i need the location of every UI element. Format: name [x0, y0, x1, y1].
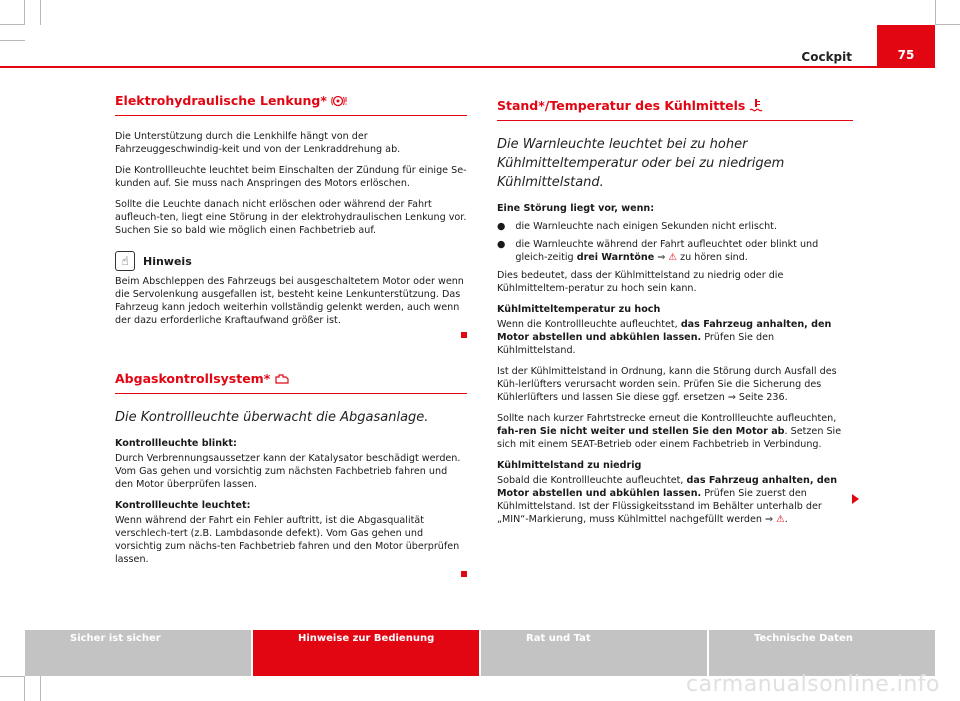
crop-mark	[0, 24, 25, 25]
crop-mark	[24, 676, 25, 701]
engine-icon	[274, 373, 290, 385]
watermark: carmanualsonline.info	[686, 672, 940, 697]
section-end-marker	[461, 332, 467, 338]
subheading: Kühlmittelstand zu niedrig	[497, 460, 642, 471]
paragraph: Wenn während der Fahrt ein Fehler auftritt, ist die Abgasqualität verschlech-tert (z.B. Lambdasonde defekt). Vom Gas gehen und vorsichtig zum nächs-ten Fachbetrieb fahren und den Motor überprüfen lassen.	[115, 515, 460, 565]
note-header	[115, 251, 467, 271]
section-title-emission: Abgaskontrollsystem*	[115, 372, 467, 394]
paragraph: Ist der Kühlmittelstand in Ordnung, kann die Störung durch Ausfall des Küh-lerlüfters verursacht worden sein. Prüfen Sie die Sicherung des Kühlerlüfters und lassen Sie diese ggf. ersetzen ⇒ Seite 236.	[497, 366, 837, 403]
crop-mark	[0, 676, 25, 677]
paragraph: Durch Verbrennungsaussetzer kann der Katalysator beschädigt werden. Vom Gas gehen und vorsichtig zum nächsten Fachbetrieb fahren und den Motor überprüfen lassen.	[115, 453, 461, 490]
paragraph: Sollte die Leuchte danach nicht erlöschen oder während der Fahrt aufleuch-ten, liegt eine Störung in der elektrohydraulischen Lenkung vor. Suchen Sie so bald wie möglich einen Fachbetrieb auf.	[115, 199, 467, 236]
footer-tab-technical[interactable]: Technische Daten	[709, 630, 935, 676]
footer-tab-safety[interactable]: Sicher ist sicher	[25, 630, 251, 676]
list-item: ● die Warnleuchte während der Fahrt aufleuchtet oder blinkt und gleich-zeitig drei Warntöne ⇒ ⚠ zu hören sind.	[497, 239, 819, 263]
steering-warning-icon	[331, 95, 347, 107]
paragraph: Sobald die Kontrollleuchte aufleuchtet, das Fahrzeug anhalten, den Motor abstellen und abkühlen lassen. Prüfen Sie zuerst den Kühlmittelstand. Ist der Flüssigkeitsstand im Behälter unterhalb der „MIN“-Markierung, muss Kühlmittel nachgefüllt werden ⇒ ⚠.	[497, 475, 838, 525]
page-number: 75	[877, 25, 935, 66]
section-end-marker	[461, 571, 467, 577]
subheading: Kühlmitteltemperatur zu hoch	[497, 304, 661, 315]
crop-mark	[40, 676, 41, 701]
header-rule	[0, 66, 935, 68]
paragraph: Sollte nach kurzer Fahrtstrecke erneut die Kontrollleuchte aufleuchten, fah-ren Sie nicht weiter und stellen Sie den Motor ab. Setzen Sie sich mit einem SEAT-Betrieb oder einem Fachbetrieb in Verbindung.	[497, 413, 842, 450]
bullet-icon: ●	[497, 239, 506, 250]
bullet-icon: ●	[497, 221, 506, 232]
left-column	[115, 94, 467, 581]
note-hand-icon: ☝	[115, 251, 135, 271]
reference-arrow-icon: ⇒	[657, 252, 666, 263]
crop-mark	[24, 0, 25, 25]
footer-tab-operation[interactable]: Hinweise zur Bedienung	[253, 630, 479, 676]
section-title-steering: Elektrohydraulische Lenkung*	[115, 94, 467, 116]
coolant-temperature-icon	[749, 98, 763, 112]
warning-triangle-icon[interactable]: ⚠	[668, 252, 678, 263]
paragraph: Die Kontrollleuchte leuchtet beim Einschalten der Zündung für einige Se-kunden auf. Sie muss nach Anspringen des Motors erlöschen.	[115, 165, 467, 189]
crop-mark	[935, 0, 936, 25]
warning-triangle-icon[interactable]: ⚠	[776, 514, 785, 525]
continue-arrow-icon	[852, 494, 859, 504]
crop-mark	[40, 0, 41, 25]
note-title: Hinweis	[143, 254, 192, 268]
subheading: Eine Störung liegt vor, wenn:	[497, 203, 655, 214]
paragraph: Die Unterstützung durch die Lenkhilfe hängt von der Fahrzeuggeschwindig-keit und von der Lenkraddrehung ab.	[115, 131, 401, 155]
section-title-coolant: Stand*/Temperatur des Kühlmittels	[497, 98, 853, 121]
section-subtitle: Die Warnleuchte leuchtet bei zu hoher Kühlmitteltemperatur oder bei zu niedrigem Kühlmittelstand.	[497, 137, 785, 190]
note-text: Beim Abschleppen des Fahrzeugs bei ausgeschaltetem Motor oder wenn die Servolenkung ausgefallen ist, besteht keine Lenkunterstützung. Das Fahrzeug kann jedoch weiterhin vollständig gelenkt werden, auch wenn der dazu erforderliche Kraftaufwand größer ist.	[115, 276, 464, 326]
subheading: Kontrollleuchte leuchtet:	[115, 500, 251, 511]
subheading: Kontrollleuchte blinkt:	[115, 438, 237, 449]
paragraph: Dies bedeutet, dass der Kühlmittelstand zu niedrig oder die Kühlmitteltem-peratur zu hoch sein kann.	[497, 270, 784, 294]
footer-nav	[25, 630, 935, 676]
running-header: Cockpit	[801, 50, 852, 64]
crop-mark	[935, 24, 960, 25]
paragraph: Wenn die Kontrollleuchte aufleuchtet, das Fahrzeug anhalten, den Motor abstellen und abkühlen lassen. Prüfen Sie den Kühlmittelstand.	[497, 319, 832, 356]
list-item: ● die Warnleuchte nach einigen Sekunden nicht erlischt.	[497, 221, 777, 232]
crop-mark	[0, 40, 25, 41]
right-column	[497, 98, 853, 526]
footer-tab-advice[interactable]: Rat und Tat	[481, 630, 707, 676]
section-subtitle: Die Kontrollleuchte überwacht die Abgasanlage.	[115, 410, 429, 425]
